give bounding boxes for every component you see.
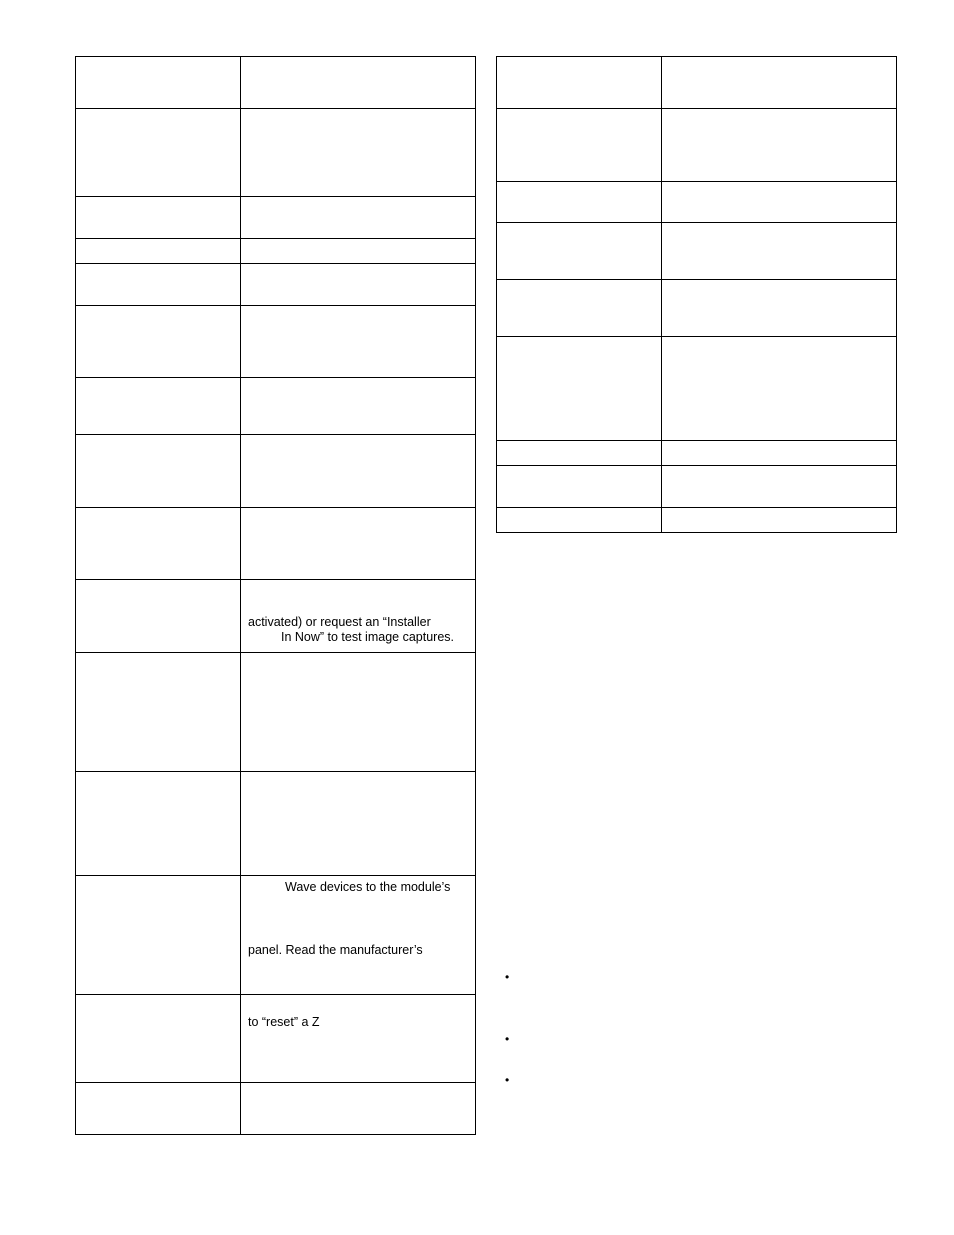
bullet-marker: • [505, 1032, 510, 1046]
table-cell-value [241, 239, 476, 264]
table-cell-label [497, 508, 662, 533]
table-cell-value [241, 378, 476, 435]
table-cell-label [76, 1083, 241, 1135]
table-cell-label [497, 280, 662, 337]
table-cell-value [241, 580, 476, 653]
table-row [76, 264, 476, 306]
table-row [497, 441, 897, 466]
table-cell-label [76, 580, 241, 653]
table-cell-label [76, 653, 241, 772]
table-row [497, 508, 897, 533]
table-row [497, 280, 897, 337]
table-cell-value [241, 1083, 476, 1135]
table-cell-label [76, 264, 241, 306]
cell-text-line: activated) or request an “Installer [248, 615, 431, 629]
table-cell-value [662, 280, 897, 337]
table-row [76, 435, 476, 508]
table-row [76, 653, 476, 772]
left-table [75, 56, 476, 1135]
table-row [76, 57, 476, 109]
cell-text-line: panel. Read the manufacturer’s [248, 943, 423, 957]
table-cell-value [241, 197, 476, 239]
table-cell-label [76, 197, 241, 239]
table-cell-label [76, 508, 241, 580]
bullet-marker: • [505, 1073, 510, 1087]
table-cell-value [241, 995, 476, 1083]
bullet-marker: • [505, 970, 510, 984]
cell-text-line: In Now” to test image captures. [281, 630, 454, 644]
table-cell-label [76, 378, 241, 435]
table-row [497, 57, 897, 109]
table-row [76, 306, 476, 378]
table-cell-value [662, 182, 897, 223]
table-cell-value [241, 57, 476, 109]
table-row [76, 580, 476, 653]
table-row [76, 197, 476, 239]
table-row [76, 1083, 476, 1135]
table-cell-label [497, 57, 662, 109]
table-cell-value [241, 508, 476, 580]
table-row [497, 466, 897, 508]
table-cell-value [241, 435, 476, 508]
table-cell-label [76, 306, 241, 378]
table-cell-label [497, 441, 662, 466]
table-cell-label [76, 772, 241, 876]
table-cell-label [76, 435, 241, 508]
table-cell-value [662, 337, 897, 441]
table-cell-value [662, 109, 897, 182]
table-cell-label [497, 466, 662, 508]
table-cell-label [76, 57, 241, 109]
table-cell-value [241, 264, 476, 306]
table-row [76, 378, 476, 435]
table-cell-label [497, 337, 662, 441]
table-cell-value [241, 653, 476, 772]
table-cell-value [662, 57, 897, 109]
table-cell-value [662, 466, 897, 508]
table-row [76, 109, 476, 197]
table-cell-value [241, 306, 476, 378]
table-cell-value [241, 772, 476, 876]
table-cell-label [76, 876, 241, 995]
table-cell-label [76, 995, 241, 1083]
table-cell-label [497, 223, 662, 280]
table-cell-value [241, 876, 476, 995]
table-cell-value [662, 441, 897, 466]
table-row [497, 182, 897, 223]
table-row [76, 508, 476, 580]
table-cell-label [497, 109, 662, 182]
table-cell-label [76, 239, 241, 264]
table-row [76, 239, 476, 264]
table-cell-value [662, 508, 897, 533]
table-cell-label [497, 182, 662, 223]
cell-text-line: Wave devices to the module’s [285, 880, 451, 894]
table-row [497, 109, 897, 182]
table-row [76, 995, 476, 1083]
table-cell-label [76, 109, 241, 197]
table-row [76, 772, 476, 876]
cell-text-line: to “reset” a Z [248, 1015, 320, 1029]
right-table [496, 56, 897, 533]
table-row [76, 876, 476, 995]
table-cell-value [662, 223, 897, 280]
table-row [497, 223, 897, 280]
table-cell-value [241, 109, 476, 197]
table-row [497, 337, 897, 441]
